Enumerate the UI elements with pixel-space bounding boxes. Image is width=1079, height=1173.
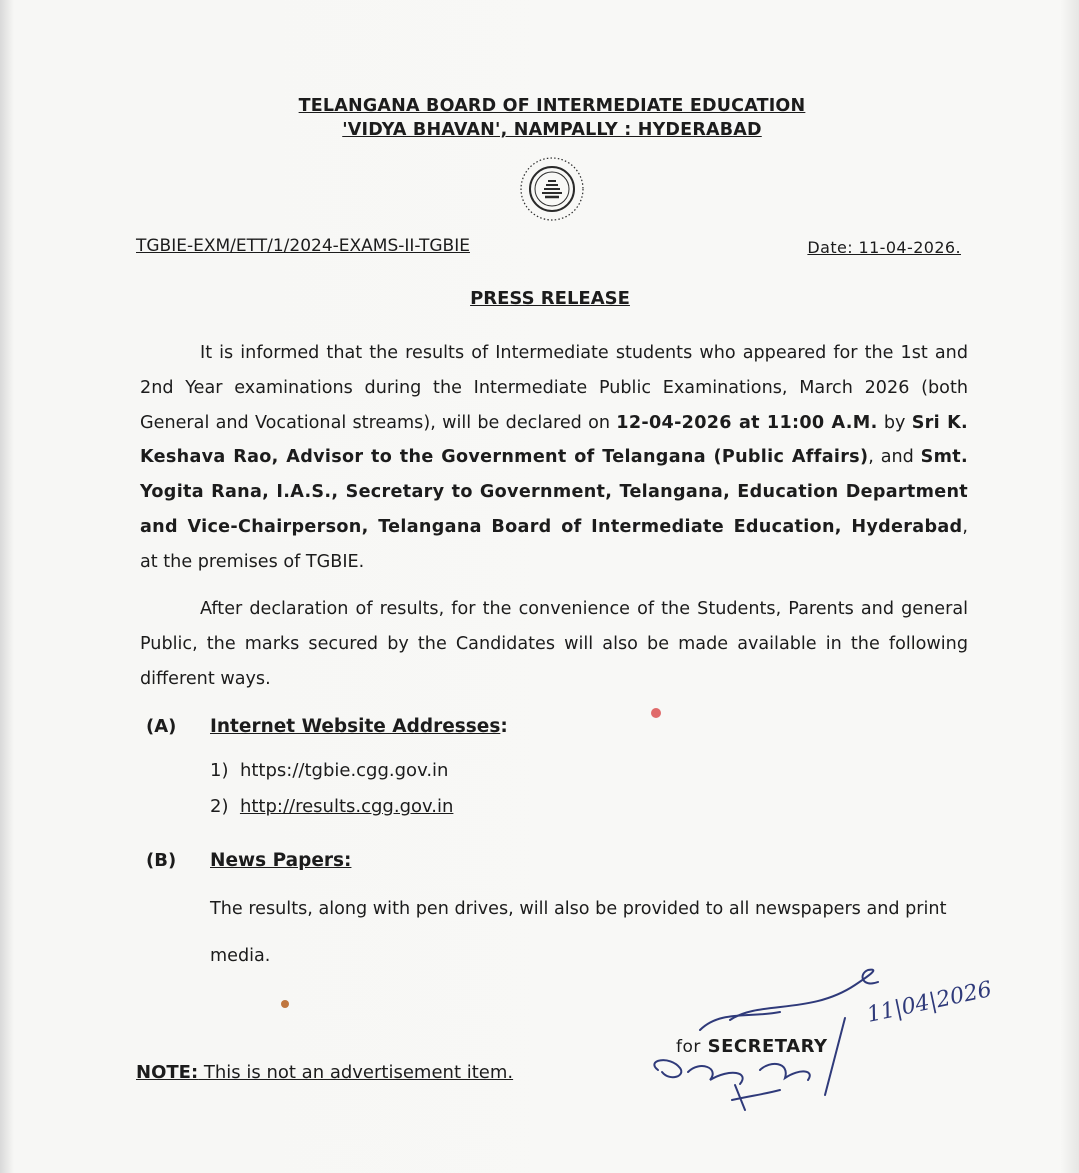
declaration-datetime: 12-04-2026 at 11:00 A.M. — [616, 412, 878, 433]
board-address-heading: 'VIDYA BHAVAN', NAMPALLY : HYDERABAD — [342, 120, 762, 140]
section-b-label: (B) — [146, 850, 177, 871]
signatory-block — [676, 1036, 828, 1057]
stray-mark — [281, 1000, 289, 1008]
text-run: , and — [868, 447, 921, 468]
section-a-heading — [210, 716, 508, 737]
note-text: This is not an advertisement item. — [198, 1062, 514, 1083]
announcement-paragraph — [140, 336, 968, 580]
page-title: PRESS RELEASE — [470, 288, 630, 309]
list-number: 2) — [210, 796, 229, 817]
board-emblem-icon — [518, 155, 586, 223]
advisor-name: Sri K. Keshava Rao, Advisor to the Government of Telangana (Public Affairs) — [140, 412, 969, 468]
reference-number: TGBIE-EXM/ETT/1/2024-EXAMS-II-TGBIE — [136, 236, 470, 256]
section-b-title: News Papers: — [210, 850, 352, 871]
availability-paragraph — [140, 592, 968, 696]
text-run: It is informed that the results of Intermediate students who appeared for the 1st and 2nd Year examinations during the Intermediate Public Examinations, March 2026 (both General and Vocational streams), will be declared on — [140, 343, 968, 433]
stray-mark — [651, 708, 661, 718]
text-run: After declaration of results, for the convenience of the Students, Parents and general Public, the marks secured by the Candidates will also be made available in the following different ways. — [140, 599, 968, 689]
note — [136, 1062, 513, 1083]
board-name-heading: TELANGANA BOARD OF INTERMEDIATE EDUCATION — [298, 96, 806, 116]
signatory-designation: SECRETARY — [707, 1036, 828, 1057]
release-date: Date: 11-04-2026. — [807, 238, 961, 257]
section-a-colon: : — [500, 716, 508, 737]
website-link[interactable]: https://tgbie.cgg.gov.in — [239, 760, 449, 781]
list-number: 1) — [210, 760, 229, 781]
note-label: NOTE: — [136, 1062, 199, 1083]
section-a-label: (A) — [146, 716, 177, 737]
handwritten-date: 11|04|2026 — [864, 977, 995, 1028]
text-run: , at the premises of TGBIE. — [140, 516, 968, 572]
text-run: by — [877, 412, 912, 433]
website-item — [210, 796, 453, 817]
signatory-for: for — [676, 1037, 701, 1057]
website-item — [210, 760, 448, 781]
section-a-title: Internet Website Addresses — [210, 716, 501, 737]
newspaper-text: The results, along with pen drives, will also be provided to all newspapers and print media. — [210, 899, 947, 966]
secretary-name: Smt. Yogita Rana, I.A.S., Secretary to Government, Telangana, Education Department and Vice-Chairperson, Telangana Board of Intermediate Education, Hyderabad — [140, 447, 968, 537]
website-link[interactable]: http://results.cgg.gov.in — [239, 796, 454, 817]
